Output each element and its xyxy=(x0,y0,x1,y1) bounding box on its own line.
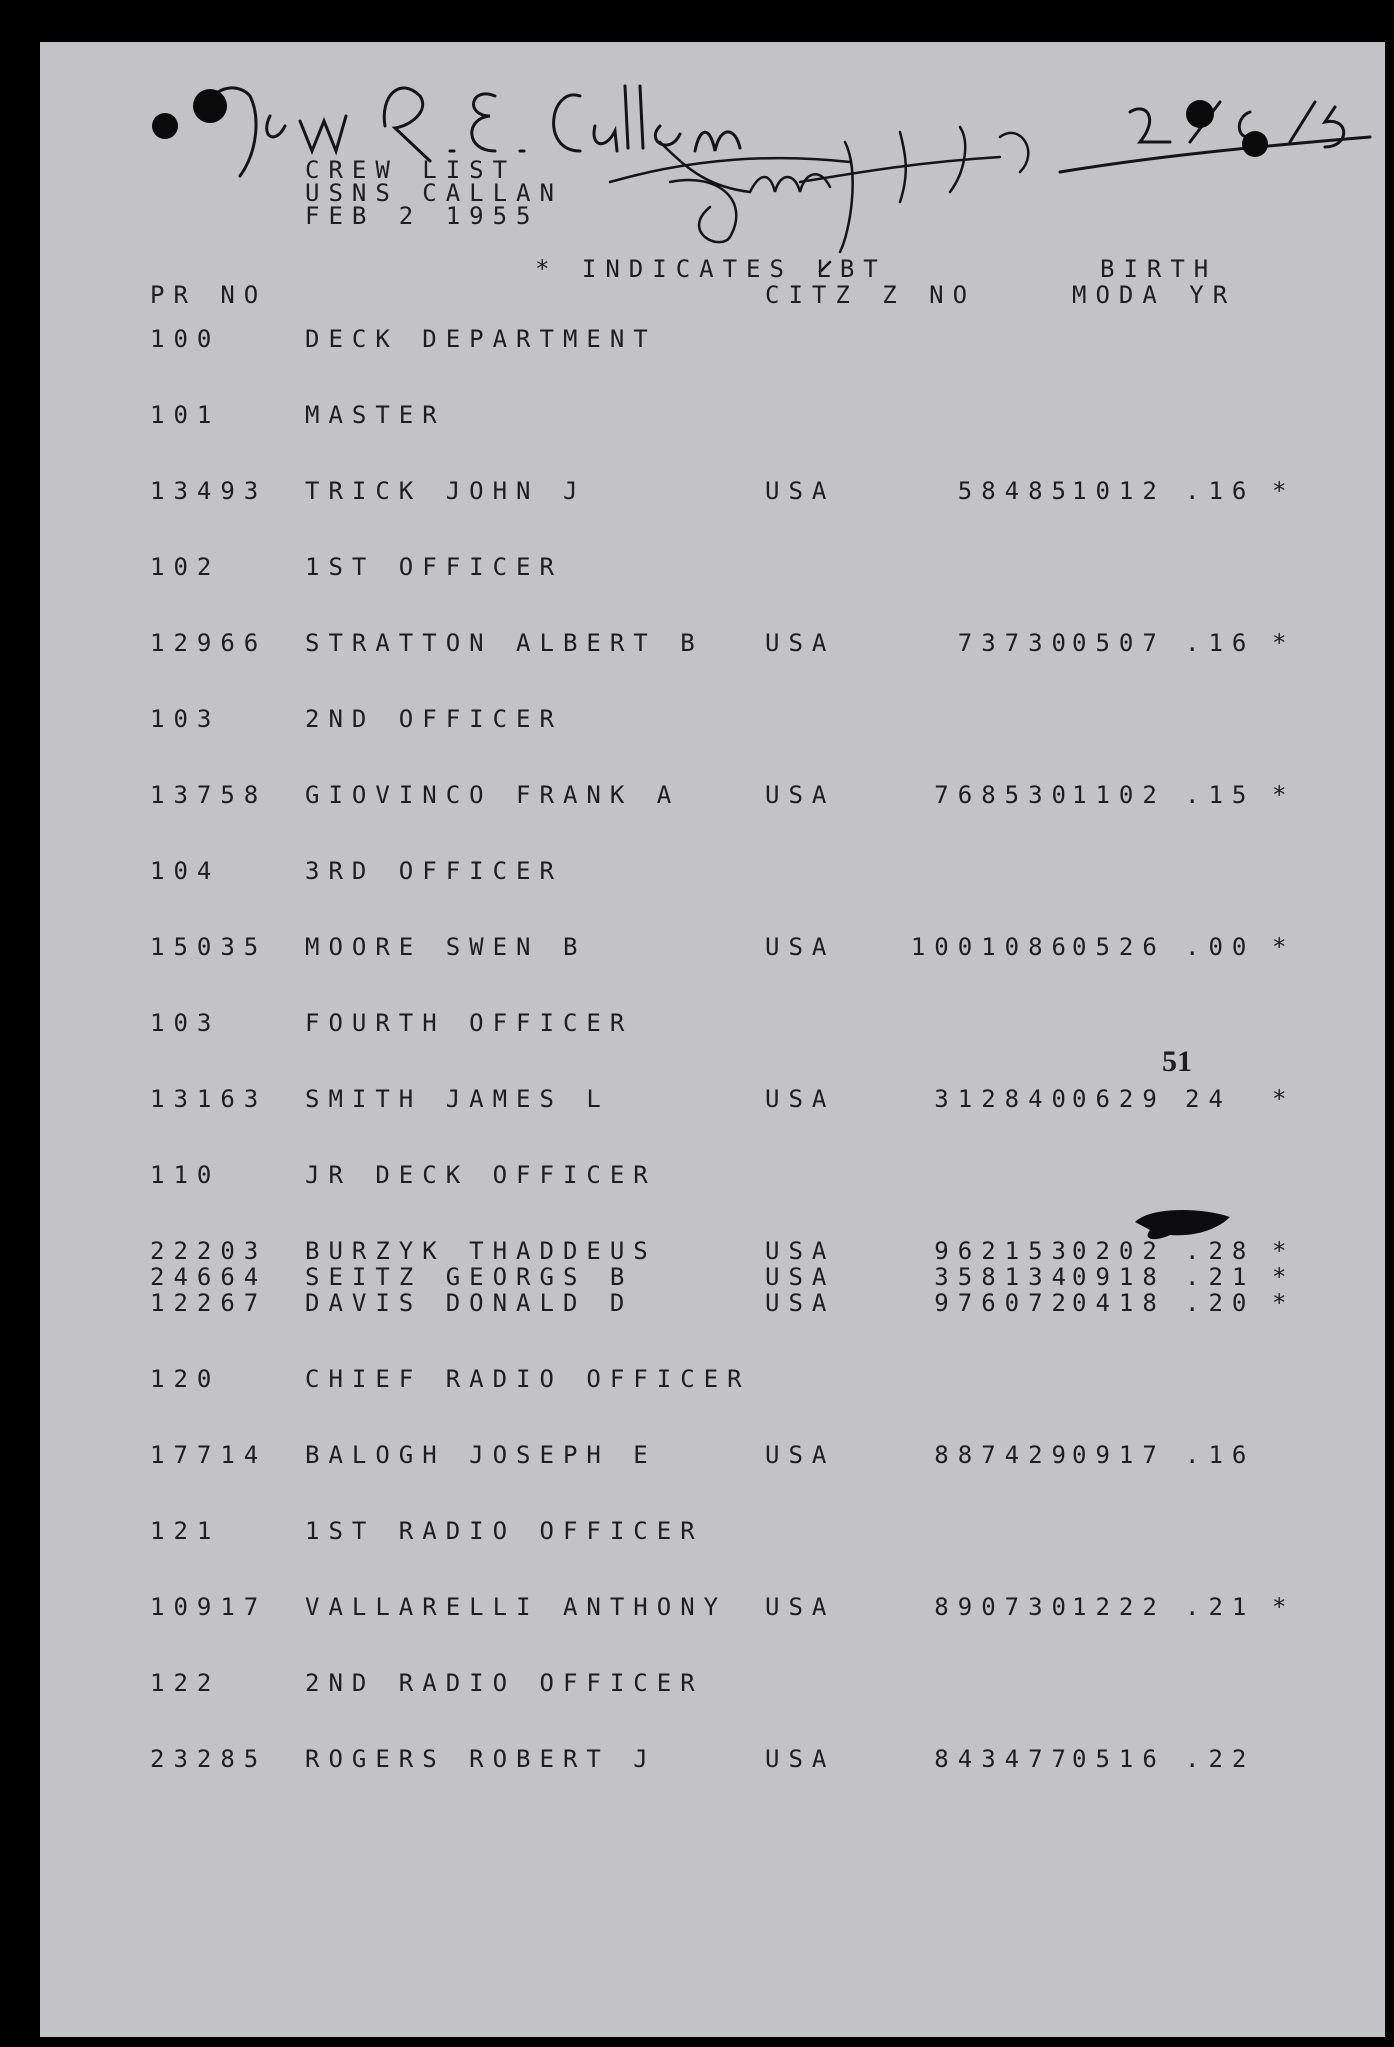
crew-z-number: 73730 xyxy=(957,629,1075,657)
document-page xyxy=(40,42,1385,2037)
crew-birth-yr: .22 xyxy=(1185,1745,1256,1773)
crew-pr-no: 22203 xyxy=(150,1237,268,1265)
handwritten-signature xyxy=(600,92,1120,272)
lbt-legend: * INDICATES LBT xyxy=(535,255,887,283)
section-code: 102 xyxy=(150,553,221,581)
crew-birth-moda: 0202 xyxy=(1072,1237,1166,1265)
crew-lbt-mark: * xyxy=(1272,1263,1296,1291)
crew-citizenship: USA xyxy=(765,1263,836,1291)
crew-birth-yr: .15 xyxy=(1185,781,1256,809)
crew-z-number: 976072 xyxy=(934,1289,1075,1317)
crew-citizenship: USA xyxy=(765,933,836,961)
crew-lbt-mark: * xyxy=(1272,1593,1296,1621)
crew-z-number: 58485 xyxy=(957,477,1075,505)
crew-name: VALLARELLI ANTHONY xyxy=(305,1593,728,1621)
page-number: 51 xyxy=(1162,1045,1192,1078)
crew-z-number: 768530 xyxy=(934,781,1075,809)
section-code: 120 xyxy=(150,1365,221,1393)
section-title: 3RD OFFICER xyxy=(305,857,563,885)
crew-lbt-mark: * xyxy=(1272,933,1296,961)
crew-pr-no: 17714 xyxy=(150,1441,268,1469)
section-code: 103 xyxy=(150,705,221,733)
crew-z-number: 312840 xyxy=(934,1085,1075,1113)
section-title: JR DECK OFFICER xyxy=(305,1161,657,1189)
crew-lbt-mark: * xyxy=(1272,1085,1296,1113)
crew-name: GIOVINCO FRANK A xyxy=(305,781,681,809)
crew-birth-yr: .16 xyxy=(1185,1441,1256,1469)
handwritten-date-note xyxy=(1050,72,1380,192)
crew-name: DAVIS DONALD D xyxy=(305,1289,634,1317)
crew-pr-no: 23285 xyxy=(150,1745,268,1773)
crew-pr-no: 10917 xyxy=(150,1593,268,1621)
crew-pr-no: 12966 xyxy=(150,629,268,657)
crew-birth-yr: .16 xyxy=(1185,629,1256,657)
crew-citizenship: USA xyxy=(765,629,836,657)
crew-lbt-mark: * xyxy=(1272,477,1296,505)
section-title: 2ND RADIO OFFICER xyxy=(305,1669,704,1697)
crew-birth-moda: 0516 xyxy=(1072,1745,1166,1773)
crew-citizenship: USA xyxy=(765,781,836,809)
crew-pr-no: 13493 xyxy=(150,477,268,505)
crew-birth-moda: 0507 xyxy=(1072,629,1166,657)
crew-name: BALOGH JOSEPH E xyxy=(305,1441,657,1469)
section-title: CHIEF RADIO OFFICER xyxy=(305,1365,751,1393)
crew-pr-no: 24664 xyxy=(150,1263,268,1291)
crew-name: BURZYK THADDEUS xyxy=(305,1237,657,1265)
section-title: FOURTH OFFICER xyxy=(305,1009,634,1037)
section-code: 100 xyxy=(150,325,221,353)
crew-name: TRICK JOHN J xyxy=(305,477,587,505)
title-line-3: FEB 2 1955 xyxy=(305,202,540,230)
crew-name: SMITH JAMES L xyxy=(305,1085,610,1113)
crew-citizenship: USA xyxy=(765,1085,836,1113)
crew-pr-no: 15035 xyxy=(150,933,268,961)
section-code: 101 xyxy=(150,401,221,429)
crew-birth-yr: .21 xyxy=(1185,1593,1256,1621)
pr-no-header: PR NO xyxy=(150,281,268,309)
crew-z-number: 887429 xyxy=(934,1441,1075,1469)
crew-citizenship: USA xyxy=(765,1441,836,1469)
crew-pr-no: 13163 xyxy=(150,1085,268,1113)
crew-birth-moda: 0629 xyxy=(1072,1085,1166,1113)
section-code: 110 xyxy=(150,1161,221,1189)
section-title: 1ST OFFICER xyxy=(305,553,563,581)
crew-z-number: 962153 xyxy=(934,1237,1075,1265)
crew-birth-yr: 24 xyxy=(1185,1085,1232,1113)
citz-z-no-header: CITZ Z NO xyxy=(765,281,977,309)
section-title: MASTER xyxy=(305,401,446,429)
crew-birth-yr: .20 xyxy=(1185,1289,1256,1317)
crew-birth-moda: 0526 xyxy=(1072,933,1166,961)
section-code: 121 xyxy=(150,1517,221,1545)
crew-birth-yr: .16 xyxy=(1185,477,1256,505)
crew-name: ROGERS ROBERT J xyxy=(305,1745,657,1773)
crew-lbt-mark: * xyxy=(1272,629,1296,657)
crew-birth-moda: 1102 xyxy=(1072,781,1166,809)
crew-z-number: 358134 xyxy=(934,1263,1075,1291)
moda-yr-header: MODA YR xyxy=(1072,281,1237,309)
crew-name: MOORE SWEN B xyxy=(305,933,587,961)
crew-lbt-mark: * xyxy=(1272,781,1296,809)
crew-pr-no: 13758 xyxy=(150,781,268,809)
crew-birth-moda: 0918 xyxy=(1072,1263,1166,1291)
crew-name: STRATTON ALBERT B xyxy=(305,629,704,657)
crew-pr-no: 12267 xyxy=(150,1289,268,1317)
crew-birth-moda: 0917 xyxy=(1072,1441,1166,1469)
crew-birth-yr: .21 xyxy=(1185,1263,1256,1291)
crew-birth-moda: 0418 xyxy=(1072,1289,1166,1317)
crew-citizenship: USA xyxy=(765,477,836,505)
crew-citizenship: USA xyxy=(765,1745,836,1773)
crew-citizenship: USA xyxy=(765,1237,836,1265)
crew-citizenship: USA xyxy=(765,1593,836,1621)
crew-z-number: 1001086 xyxy=(910,933,1075,961)
crew-z-number: 843477 xyxy=(934,1745,1075,1773)
crew-birth-yr: .00 xyxy=(1185,933,1256,961)
crew-name: SEITZ GEORGS B xyxy=(305,1263,634,1291)
section-title: 1ST RADIO OFFICER xyxy=(305,1517,704,1545)
section-title: 2ND OFFICER xyxy=(305,705,563,733)
section-title: DECK DEPARTMENT xyxy=(305,325,657,353)
section-code: 122 xyxy=(150,1669,221,1697)
section-code: 104 xyxy=(150,857,221,885)
title-line-1: CREW LIST xyxy=(305,156,517,184)
birth-header: BIRTH xyxy=(1100,255,1218,283)
crew-birth-yr: .28 xyxy=(1185,1237,1256,1265)
crew-lbt-mark: * xyxy=(1272,1289,1296,1317)
crew-citizenship: USA xyxy=(765,1289,836,1317)
crew-birth-moda: 1012 xyxy=(1072,477,1166,505)
crew-birth-moda: 1222 xyxy=(1072,1593,1166,1621)
title-line-2: USNS CALLAN xyxy=(305,179,563,207)
crew-z-number: 890730 xyxy=(934,1593,1075,1621)
crew-lbt-mark: * xyxy=(1272,1237,1296,1265)
section-code: 103 xyxy=(150,1009,221,1037)
